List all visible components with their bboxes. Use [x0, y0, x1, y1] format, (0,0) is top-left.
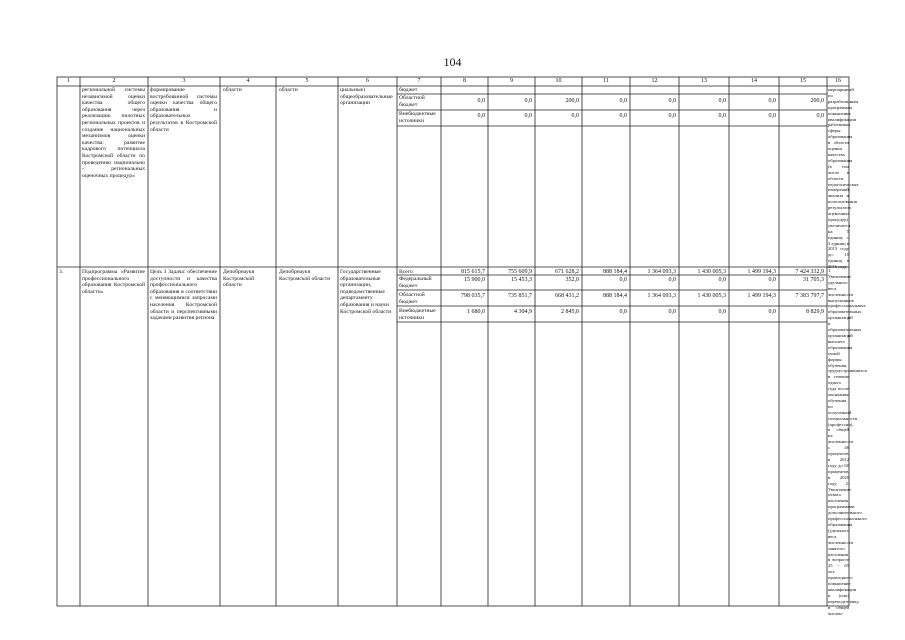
row2-regional-2019: 1 499 194,3 — [747, 293, 776, 299]
row2-extra-2018: 0,0 — [718, 309, 726, 315]
row2-federal-2016: 0,0 — [619, 277, 627, 283]
row2-source-extra: Внебюджетные источники — [399, 308, 436, 321]
row1-regional-2019: 0,0 — [768, 98, 776, 104]
row1-description: региональной системы независимой оценки качества общего образования через реализацию пилотных региональных проектов и создание национальных механизмов оценки качества: развитие кадрового потенциала Костромской области по проведению национально - региональных оценочных процедур» — [82, 87, 145, 179]
row2-federal-sum: 31 705,3 — [803, 277, 824, 283]
row2-total-2018: 1 430 005,3 — [697, 269, 726, 275]
row2-federal-2013: 15 900,0 — [464, 277, 485, 283]
row2-goal: Цель 3 Задача: обеспечение доступности и качества профессионального образования в соответствии с меняющимися запросами населения Костромской области и перспективными задачами развития региона — [150, 269, 217, 322]
col-header-8: 8 — [463, 78, 466, 84]
row2-federal-2014: 15 453,3 — [511, 277, 532, 283]
row2-responsible: Депобрнауки Костромской области — [223, 269, 255, 289]
row1-source-extra: Внебюджетные источники — [399, 111, 436, 124]
row1-source-budget: бюджет — [399, 87, 418, 93]
row2-federal-2017: 0,0 — [668, 277, 676, 283]
row1-expected-results: мероприятий по разработанным программам повышения квалификации работников сферы образования в области оценки качества образования (в том числе в области педагогических измерений, анализа и использования результатов оценочных процедур) увеличится на 5 единиц: с 3 единиц в 2013 году до 10 единиц в 2016 году — [828, 87, 859, 270]
col-header-1: 1 — [67, 78, 70, 84]
row2-total-2019: 1 499 194,3 — [747, 269, 776, 275]
row1-extra-2015: 0,0 — [571, 113, 579, 119]
row2-total-2013: 815 615,7 — [461, 269, 485, 275]
row1-regional-total: 200,0 — [810, 98, 824, 104]
row2-extra-2014: 4 304,9 — [514, 309, 532, 315]
col-header-11: 11 — [603, 78, 609, 84]
col-header-13: 13 — [701, 78, 707, 84]
row1-source-regional: Областной бюджет — [399, 95, 425, 108]
budget-table — [57, 77, 867, 616]
row2-source-total: Всего — [399, 269, 413, 275]
row2-total-sum: 7 424 332,9 — [795, 269, 824, 275]
row1-extra-2017: 0,0 — [668, 113, 676, 119]
row2-federal-2015: 352,0 — [565, 277, 579, 283]
row2-regional-2013: 798 035,7 — [461, 293, 485, 299]
row1-regional-2014: 0,0 — [524, 98, 532, 104]
col-header-3: 3 — [182, 78, 186, 84]
row2-source-regional: Областной бюджет — [399, 292, 425, 305]
row2-total-2015: 671 628,2 — [555, 269, 579, 275]
row2-total-2017: 1 364 093,3 — [647, 269, 676, 275]
row2-federal-2019: 0,0 — [768, 277, 776, 283]
row1-extra-2013: 0,0 — [477, 113, 485, 119]
row2-total-2016: 888 184,4 — [603, 269, 627, 275]
row2-regional-2018: 1 430 005,3 — [697, 293, 726, 299]
col-header-16: 16 — [835, 78, 841, 84]
row1-regional-2018: 0,0 — [718, 98, 726, 104]
row1-regional-2015: 200,0 — [565, 98, 579, 104]
row2-extra-2013: 1 680,0 — [467, 309, 485, 315]
col-header-7: 7 — [417, 78, 421, 84]
col-header-5: 5 — [305, 78, 309, 84]
col-header-15: 15 — [800, 78, 806, 84]
row2-federal-2018: 0,0 — [718, 277, 726, 283]
row2-total-2014: 755 609,9 — [508, 269, 532, 275]
row1-extra-2014: 0,0 — [524, 113, 532, 119]
row1-extra-total: 0,0 — [816, 113, 824, 119]
page-number: 104 — [443, 55, 462, 69]
row2-number: 3. — [59, 269, 64, 275]
row2-expected-results: 1. Увеличение удельного веса численности выпускников профессиональных образовательных организаций и образовательных организаций высшего образования очной формы обучения, трудоустроившихся в течение одного года после окончания обучения по полученной специальности (профессии), в общей их численности с 46 процентов в 2012 году до 60 процентов в 2020 году. 2. Увеличение охвата населения программами дополнительного профессионального образования (удельного веса численности занятого населения в возрасте 25 - 65 лет, прошедшего повышение квалификации и (или) переподготовку, в общей числен- — [828, 268, 867, 616]
row2-extra-2015: 2 845,0 — [561, 309, 579, 315]
col-header-14: 14 — [751, 78, 757, 84]
row1-regional-2016: 0,0 — [619, 98, 627, 104]
row2-extra-2017: 0,0 — [668, 309, 676, 315]
row1-extra-2018: 0,0 — [718, 113, 726, 119]
row2-participants: Государственные образовательные организации, подведомственные департаменту образования и науки Костромской области — [340, 269, 392, 315]
row1-regional-2017: 0,0 — [668, 98, 676, 104]
col-header-10: 10 — [555, 78, 562, 84]
row2-subprogram: Подпрограмма «Развитие профессионального образования Костромской области» — [82, 269, 145, 295]
row2-regional-sum: 7 383 797,7 — [795, 293, 824, 299]
row2-regional-2015: 668 431,2 — [555, 293, 579, 299]
col-header-9: 9 — [510, 78, 513, 84]
row2-extra-sum: 8 829,9 — [806, 309, 824, 315]
row1-executor: области — [279, 87, 298, 93]
row1-regional-2013: 0,0 — [477, 98, 485, 104]
col-header-12: 12 — [651, 78, 658, 84]
row2-source-federal: Федеральный бюджет — [399, 276, 432, 289]
row2-executor: Депобрнауки Костромской области — [279, 269, 331, 282]
col-header-4: 4 — [246, 78, 250, 84]
table-grid-lines — [57, 77, 867, 616]
row2-extra-2019: 0,0 — [768, 309, 776, 315]
row1-goal: формирование востребованной системы оценки качества общего образования и образовательных результатов в Костромской области — [150, 87, 217, 133]
row2-regional-2014: 735 851,7 — [508, 293, 532, 299]
row2-extra-2016: 0,0 — [619, 309, 627, 315]
col-header-6: 6 — [366, 78, 369, 84]
row1-extra-2019: 0,0 — [768, 113, 776, 119]
row1-responsible: области — [223, 87, 242, 93]
row2-regional-2017: 1 364 093,3 — [647, 293, 676, 299]
row1-participants: циальные) общеобразовательные организации — [340, 87, 393, 107]
row1-extra-2016: 0,0 — [619, 113, 627, 119]
row2-regional-2016: 888 184,4 — [603, 293, 627, 299]
col-header-2: 2 — [112, 78, 116, 84]
